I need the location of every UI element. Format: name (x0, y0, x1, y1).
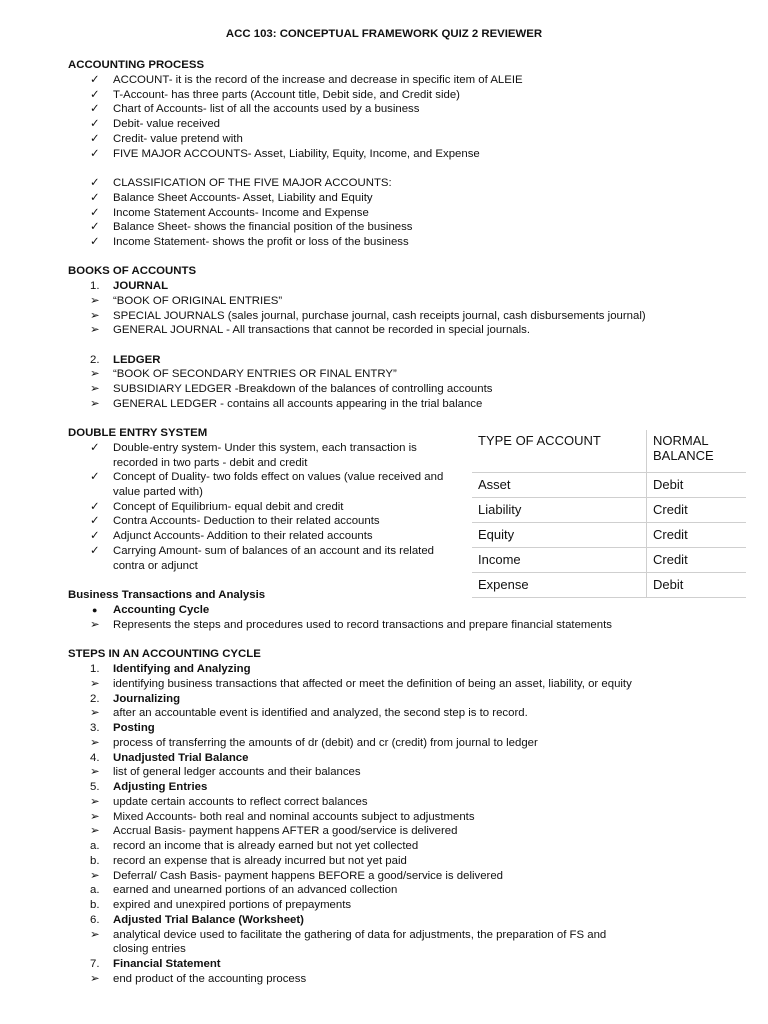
list-item-text: process of transferring the amounts of dr (debit) and cr (credit) from journal to ledger (113, 736, 538, 749)
arrow-bullet-icon: ➢ (90, 928, 100, 941)
check-icon: ✓ (90, 148, 100, 160)
check-icon: ✓ (90, 207, 100, 219)
list-item-text: Adjusted Trial Balance (Worksheet) (113, 913, 304, 926)
list-item-text: list of general ledger accounts and their balances (113, 766, 361, 779)
list-item-text: record an expense that is already incurred but not yet paid (113, 854, 407, 867)
check-icon: ✓ (90, 471, 100, 483)
table-cell: Credit (647, 548, 747, 573)
check-icon: ✓ (90, 236, 100, 248)
arrow-bullet-icon: ➢ (90, 368, 100, 380)
list-item-text: closing entries (113, 943, 186, 956)
table-cell: Debit (647, 473, 747, 498)
list-marker: a. (90, 840, 100, 852)
section-heading-books-of-accounts: BOOKS OF ACCOUNTS (68, 265, 197, 277)
check-icon: ✓ (90, 501, 100, 513)
arrow-bullet-icon: ➢ (90, 972, 100, 985)
list-marker: 4. (90, 751, 100, 764)
list-item-text: analytical device used to facilitate the gathering of data for adjustments, the preparation of FS and (113, 928, 607, 941)
list-item-text: Unadjusted Trial Balance (113, 751, 249, 764)
arrow-bullet-icon: ➢ (90, 766, 100, 779)
table-row (472, 523, 746, 548)
dot-bullet-icon: ● (92, 605, 98, 615)
list-item-text: Financial Statement (113, 958, 221, 970)
normal-balance-table (472, 430, 746, 598)
arrow-bullet-icon: ➢ (90, 825, 100, 838)
list-item-text: after an accountable event is identified and analyzed, the second step is to record. (113, 707, 528, 720)
list-item-text: Journalizing (113, 692, 181, 705)
table-cell: Credit (647, 523, 747, 548)
table-cell: Liability (472, 498, 647, 523)
list-item-text: Deferral/ Cash Basis- payment happens BEFORE a good/service is delivered (113, 869, 503, 882)
check-icon: ✓ (90, 118, 100, 130)
check-icon: ✓ (90, 89, 100, 101)
section-heading-double-entry: DOUBLE ENTRY SYSTEM (68, 427, 208, 439)
check-icon: ✓ (90, 103, 100, 115)
arrow-bullet-icon: ➢ (90, 310, 100, 322)
table-cell: Asset (472, 473, 647, 498)
document-title: ACC 103: CONCEPTUAL FRAMEWORK QUIZ 2 REVIEWER (225, 28, 543, 40)
arrow-bullet-icon: ➢ (90, 810, 100, 823)
document-page: ACC 103: CONCEPTUAL FRAMEWORK QUIZ 2 REVIEWER ACCOUNTING PROCESS ✓ ACCOUNT- it is the record of the increase and decrease in specific item of ALEIE ✓ T-Account- has three parts (Account title, Debit side, and Credit side) ✓ Chart of Accounts- list of all the accounts used by a business ✓ Debit- value received ✓ Credit- value pretend with ✓ FIVE MAJOR ACCOUNTS- Asset, Liability, Equity, Income, and Expense ✓ CLASSIFICATION OF THE FIVE MAJOR ACCOUNTS: ✓ Balance Sheet Accounts- Asset, Liability and Equity ✓ Income Statement Accounts- Income and Expense ✓ Balance Sheet- shows the financial position of the business ✓ Income Statement- shows the profit or loss of the business BOOKS OF ACCOUNTS 1. JOURNAL ➢ “BOOK OF ORIGINAL ENTRIES” ➢ SPECIAL JOURNALS (sales journal, purchase journal, cash receipts journal, cash disbursements journal) ➢ GENERAL JOURNAL - All transactions that cannot be recorded in special journals. 2. LEDGER ➢ “BOOK OF SECONDARY ENTRIES OR FINAL ENTRY” ➢ SUBSIDIARY LEDGER -Breakdown of the balances of controlling accounts ➢ GENERAL LEDGER - contains all accounts appearing in the trial balance DOUBLE ENTRY SYSTEM ✓ Double-entry system- Under this system, each transaction is recorded in two parts - debit and credit ✓ Concept of Duality- two folds effect on values (value received and value parted with) ✓ Concept of Equilibrium- equal debit and credit ✓ Contra Accounts- Deduction to their related accounts ✓ Adjunct Accounts- Addition to their related accounts ✓ Carrying Amount- sum of balances of an account and its related contra or adjunct TYPE OF ACCOUNT NORMAL BALANCE Asset Debit Liability Credit Equity Credit Income Credit Expense Debit Business Transactions and Analysis ● Accounting Cycle ➢ Represents the steps and procedures used to record transactions and prepare financial statements STEPS IN AN ACCOUNTING CYCLE 1. Identifying and Analyzing ➢ identifying business transactions that affected or meet the definition of being an asset, liability, or equity 2. Journalizing ➢ after an accountable event is identified and analyzed, the second step is to record. 3. Posting ➢ process of transferring the amounts of dr (debit) and cr (credit) from journal to ledger 4. Unadjusted Trial Balance ➢ list of general ledger accounts and their balances 5. Adjusting Entries ➢ update certain accounts to reflect correct balances ➢ Mixed Accounts- both real and nominal accounts subject to adjustments ➢ Accrual Basis- payment happens AFTER a good/service is delivered a. record an income that is already earned but not yet collected b. record an expense that is already incurred but not yet paid ➢ Deferral/ Cash Basis- payment happens BEFORE a good/service is delivered a. earned and unearned portions of an advanced collection b. expired and unexpired portions of prepayments 6. Adjusted Trial Balance (Worksheet) ➢ analytical device used to facilitate the gathering of data for adjustments, the preparation of FS and closing entries 7. Financial Statement ➢ end product of the accounting process (0, 0, 768, 1024)
list-marker: 7. (90, 958, 100, 970)
table-cell: Debit (647, 573, 747, 598)
check-icon: ✓ (90, 530, 100, 542)
table-row (472, 548, 746, 573)
section-heading-steps: STEPS IN AN ACCOUNTING CYCLE (68, 648, 261, 660)
table-row (472, 498, 746, 523)
check-icon: ✓ (90, 221, 100, 233)
list-item-text: Posting (113, 722, 155, 734)
table-cell: Expense (472, 573, 647, 598)
table-header-row (472, 430, 746, 473)
table-cell: Credit (647, 498, 747, 523)
list-item-text: Adjusting Entries (113, 781, 208, 793)
check-icon: ✓ (90, 515, 100, 527)
table-header-cell: NORMAL BALANCE (653, 433, 714, 463)
list-item-text: record an income that is already earned but not yet collected (113, 840, 419, 852)
list-item-text: Identifying and Analyzing (113, 663, 251, 675)
table-cell: Income (472, 548, 647, 573)
list-item-text: earned and unearned portions of an advanced collection (113, 884, 398, 897)
check-icon: ✓ (90, 133, 100, 145)
section-heading-accounting-process: ACCOUNTING PROCESS (68, 59, 205, 71)
arrow-bullet-icon: ➢ (90, 398, 100, 410)
list-item-text: Mixed Accounts- both real and nominal accounts subject to adjustments (113, 810, 475, 823)
arrow-bullet-icon: ➢ (90, 324, 100, 336)
list-marker: 5. (90, 781, 100, 793)
list-item-text: end product of the accounting process (113, 972, 307, 985)
check-icon: ✓ (90, 442, 100, 454)
arrow-bullet-icon: ➢ (90, 736, 100, 749)
arrow-bullet-icon: ➢ (90, 795, 100, 808)
arrow-bullet-icon: ➢ (90, 869, 100, 882)
table-cell: Equity (472, 523, 647, 548)
section-heading-business-transactions: Business Transactions and Analysis (68, 589, 266, 601)
list-marker: a. (90, 884, 100, 897)
arrow-bullet-icon: ➢ (90, 383, 100, 395)
list-item-text: update certain accounts to reflect correct balances (113, 795, 368, 808)
check-icon: ✓ (90, 74, 100, 86)
list-item-text: identifying business transactions that affected or meet the definition of being an asset, liability, or equity (113, 677, 632, 690)
list-marker: b. (90, 899, 100, 911)
arrow-bullet-icon: ➢ (90, 295, 100, 307)
arrow-bullet-icon: ➢ (90, 619, 100, 631)
list-marker: 2. (90, 692, 100, 705)
check-icon: ✓ (90, 545, 100, 557)
table-row (472, 573, 746, 598)
table-row (472, 473, 746, 498)
list-marker: 6. (90, 913, 100, 926)
list-marker: b. (90, 854, 100, 867)
table-header-cell: TYPE OF ACCOUNT (472, 430, 647, 473)
check-icon: ✓ (90, 192, 100, 204)
list-item-text: expired and unexpired portions of prepayments (113, 899, 352, 911)
arrow-bullet-icon: ➢ (90, 677, 100, 690)
list-marker: 3. (90, 722, 100, 734)
check-icon: ✓ (90, 177, 100, 189)
list-item-text: Accrual Basis- payment happens AFTER a good/service is delivered (113, 825, 458, 838)
list-marker: 1. (90, 663, 100, 675)
arrow-bullet-icon: ➢ (90, 707, 100, 720)
